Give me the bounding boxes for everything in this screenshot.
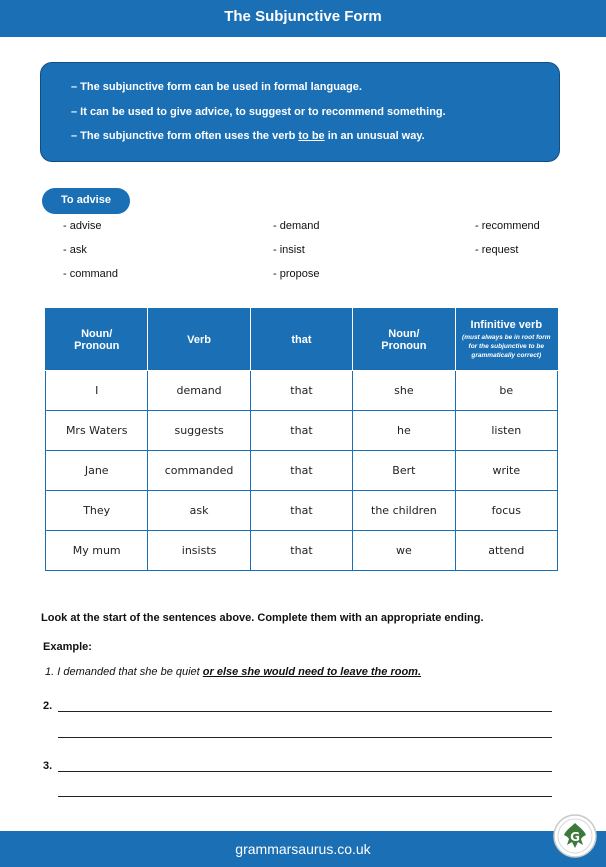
to-advise-badge (42, 188, 130, 214)
table-cell: be (455, 371, 557, 411)
question-2-number: 2. (43, 700, 53, 712)
header-infinitive-note: (must always be in root form for the subjunctive to be grammatically correct) (462, 334, 551, 359)
info-line-1: – The subjunctive form can be used in formal language. (71, 81, 362, 93)
word-propose: - propose (273, 268, 320, 280)
info-line-3-end: in an unusual way. (324, 130, 425, 142)
header-noun-pronoun (46, 309, 148, 371)
table-row (46, 491, 558, 531)
table-cell: ask (148, 491, 250, 531)
table-header-row (46, 309, 558, 371)
header-noun: Noun/ (81, 327, 113, 340)
table-cell: suggests (148, 411, 250, 451)
table-cell: that (250, 531, 352, 571)
example-label: Example: (43, 641, 92, 653)
table-row (46, 531, 558, 571)
example-answer: or else she would need to leave the room. (202, 666, 422, 678)
grammarsaurus-logo-icon (553, 814, 597, 858)
page-header (0, 0, 606, 37)
table-cell: that (250, 371, 352, 411)
word-insist: - insist (273, 244, 305, 256)
task-instruction: Look at the start of the sentences above. Complete them with an appropriate ending. (41, 612, 484, 624)
word-demand: - demand (273, 220, 320, 232)
page-footer (0, 831, 606, 867)
info-line-3-start: – The subjunctive form often uses the verb (71, 130, 299, 142)
header-infinitive-verb (455, 309, 557, 371)
header-infinitive-label: Infinitive verb (470, 319, 543, 331)
table-cell: They (46, 491, 148, 531)
answer-line-3b[interactable] (58, 796, 552, 797)
table-cell: attend (455, 531, 557, 571)
page-title: The Subjunctive Form (224, 8, 382, 25)
header-noun-pronoun-2 (353, 309, 455, 371)
table-cell: insists (148, 531, 250, 571)
example-sentence (45, 666, 421, 678)
to-advise-label: To advise (61, 194, 111, 206)
header-that: that (250, 309, 352, 371)
word-command: - command (63, 268, 119, 280)
info-line-3 (71, 130, 559, 155)
table-cell: we (353, 531, 455, 571)
to-be-underlined: to be (298, 130, 325, 142)
table-cell: that (250, 491, 352, 531)
word-advise: - advise (63, 220, 102, 232)
table-cell: commanded (148, 451, 250, 491)
table-row (46, 371, 558, 411)
info-box (40, 62, 560, 162)
logo-letter: G (570, 830, 580, 844)
word-ask: - ask (63, 244, 87, 256)
word-request: - request (475, 244, 519, 256)
table-cell: that (250, 451, 352, 491)
table-cell: demand (148, 371, 250, 411)
table-cell: that (250, 411, 352, 451)
header-verb: Verb (148, 309, 250, 371)
table-cell: she (353, 371, 455, 411)
question-3-number: 3. (43, 760, 53, 772)
table-cell: he (353, 411, 455, 451)
table-cell: Bert (353, 451, 455, 491)
subjunctive-table (45, 308, 558, 571)
header-noun-2: Noun/ (388, 327, 420, 340)
header-pronoun: Pronoun (74, 339, 120, 352)
table-cell: listen (455, 411, 557, 451)
answer-line-2b[interactable] (58, 737, 552, 738)
word-recommend: - recommend (475, 220, 540, 232)
info-line-2: – It can be used to give advice, to suggest or to recommend something. (71, 105, 446, 118)
footer-site-link[interactable]: grammarsaurus.co.uk (235, 841, 371, 857)
table-cell: write (455, 451, 557, 491)
table-row (46, 451, 558, 491)
table-cell: Mrs Waters (46, 411, 148, 451)
table-cell: I (46, 371, 148, 411)
table-row (46, 411, 558, 451)
example-start: 1. I demanded that she be quiet (45, 666, 203, 678)
table-cell: focus (455, 491, 557, 531)
header-pronoun-2: Pronoun (381, 339, 427, 352)
table-cell: the children (353, 491, 455, 531)
answer-line-2a[interactable] (58, 711, 552, 712)
table-cell: Jane (46, 451, 148, 491)
table-cell: My mum (46, 531, 148, 571)
answer-line-3a[interactable] (58, 771, 552, 772)
